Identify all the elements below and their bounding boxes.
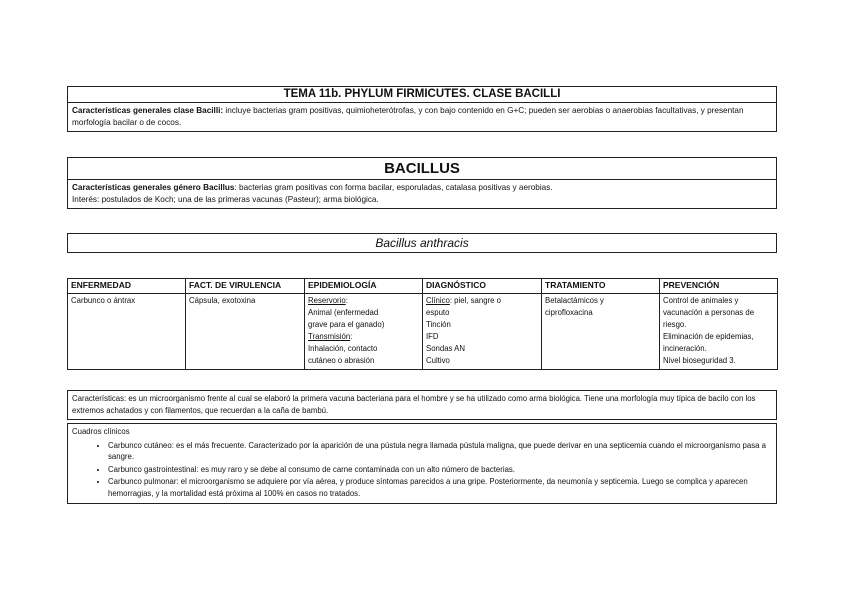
reservorio-line-2: grave para el ganado) [308, 320, 385, 329]
header-virulencia: FACT. DE VIRULENCIA [186, 279, 305, 294]
tratamiento-line-2: ciprofloxacina [545, 308, 593, 317]
reservorio-colon: : [345, 296, 348, 305]
diagnostico-line-6: Cultivo [426, 356, 450, 365]
header-tratamiento: TRATAMIENTO [542, 279, 660, 294]
prevencion-line-5: incineración. [663, 344, 707, 353]
anthracis-title: Bacillus anthracis [375, 236, 469, 250]
cell-diagnostico [423, 294, 542, 370]
prevencion-line-2: vacunación a personas de [663, 308, 755, 317]
tema-text: incluye bacterias gram positivas, quimioheterótrofas, y con bajo contenido en G+C; pueden ser aerobias o anaerobias facultativas, y presentan morfología bacilar o de cocos. [72, 106, 744, 127]
transmision-heading [308, 331, 419, 343]
cell-prevencion [660, 294, 778, 370]
prevencion-line-4: Eliminación de epidemias, [663, 332, 754, 341]
bacillus-text: : bacterias gram positivas con forma bacilar, esporuladas, catalasa positivas y aerobias. [234, 183, 553, 192]
transmision-line-2: cutáneo o abrasión [308, 356, 375, 365]
tema-box [67, 86, 777, 132]
transmision-line-1: Inhalación, contacto [308, 344, 378, 353]
tema-description [68, 103, 776, 131]
diagnostico-line-3: Tinción [426, 320, 451, 329]
header-enfermedad: ENFERMEDAD [68, 279, 186, 294]
clinical-list [72, 440, 772, 500]
tema-title: TEMA 11b. PHYLUM FIRMICUTES. CLASE BACILLI [68, 87, 776, 103]
list-item: • Carbunco cutáneo: es el más frecuente. Caracterizado por la aparición de una pústula negra llamada pústula maligna, que puede derivar en una septicemia cuando el microorganismo pasa a sangre. [108, 440, 772, 463]
reservorio-heading [308, 295, 419, 307]
prevencion-line-1: Control de animales y [663, 296, 739, 305]
bacillus-interes: Interés: postulados de Koch; una de las primeras vacunas (Pasteur); arma biológica. [72, 195, 379, 204]
list-item: • Carbunco gastrointestinal: es muy raro y se debe al consumo de carne contaminada con un alto número de bacterias. [108, 464, 772, 476]
bacillus-title: BACILLUS [68, 158, 776, 180]
cell-epidemiologia [305, 294, 423, 370]
diagnostico-line-2: esputo [426, 308, 450, 317]
disease-table [67, 278, 778, 370]
cell-virulencia: Cápsula, exotoxina [186, 294, 305, 370]
cell-tratamiento [542, 294, 660, 370]
list-item: • Carbunco pulmonar: el microorganismo se adquiere por vía aérea, y produce síntomas parecidos a una gripe. Posteriormente, da neumonía y septicemia. Luego se complica y aparecen hemorragias, y la mortalidad está próxima al 100% en casos no tratados. [108, 476, 772, 499]
clinico-label: Clínico [426, 296, 450, 305]
transmision-label: Transmisión [308, 332, 351, 341]
diagnostico-line-4: IFD [426, 332, 439, 341]
anthracis-box [67, 233, 777, 253]
transmision-colon: : [350, 332, 353, 341]
clinical-heading: Cuadros clínicos [72, 427, 130, 436]
characteristics-box [67, 390, 777, 420]
clinico-text: : piel, sangre o [449, 296, 501, 305]
tratamiento-line-1: Betalactámicos y [545, 296, 604, 305]
table-header-row [68, 279, 778, 294]
header-epidemiologia: EPIDEMIOLOGÍA [305, 279, 423, 294]
clinico-line [426, 295, 538, 307]
diagnostico-line-5: Sondas AN [426, 344, 466, 353]
reservorio-label: Reservorio [308, 296, 346, 305]
clinical-content [68, 424, 776, 503]
bacillus-description [68, 180, 776, 208]
cell-enfermedad: Carbunco o ántrax [68, 294, 186, 370]
reservorio-line-1: Animal (enfermedad [308, 308, 379, 317]
bacillus-characteristics [72, 182, 772, 194]
bacillus-box [67, 157, 777, 209]
table-row [68, 294, 778, 370]
prevencion-line-6: Nivel bioseguridad 3. [663, 356, 736, 365]
bacillus-lead: Características generales género Bacillus [72, 183, 235, 192]
header-prevencion: PREVENCIÓN [660, 279, 778, 294]
prevencion-line-3: riesgo. [663, 320, 687, 329]
tema-lead: Características generales clase Bacilli: [72, 106, 224, 115]
header-diagnostico: DIAGNÓSTICO [423, 279, 542, 294]
clinical-box [67, 423, 777, 504]
characteristics-text: Características: es un microorganismo frente al cual se elaboró la primera vacuna bacteriana para el hombre y se ha utilizado como arma biológica. Tiene una morfología muy típica de bacilo con los extremos achatados y con filamentos, que recuerdan a la caña de bambú. [72, 394, 756, 415]
